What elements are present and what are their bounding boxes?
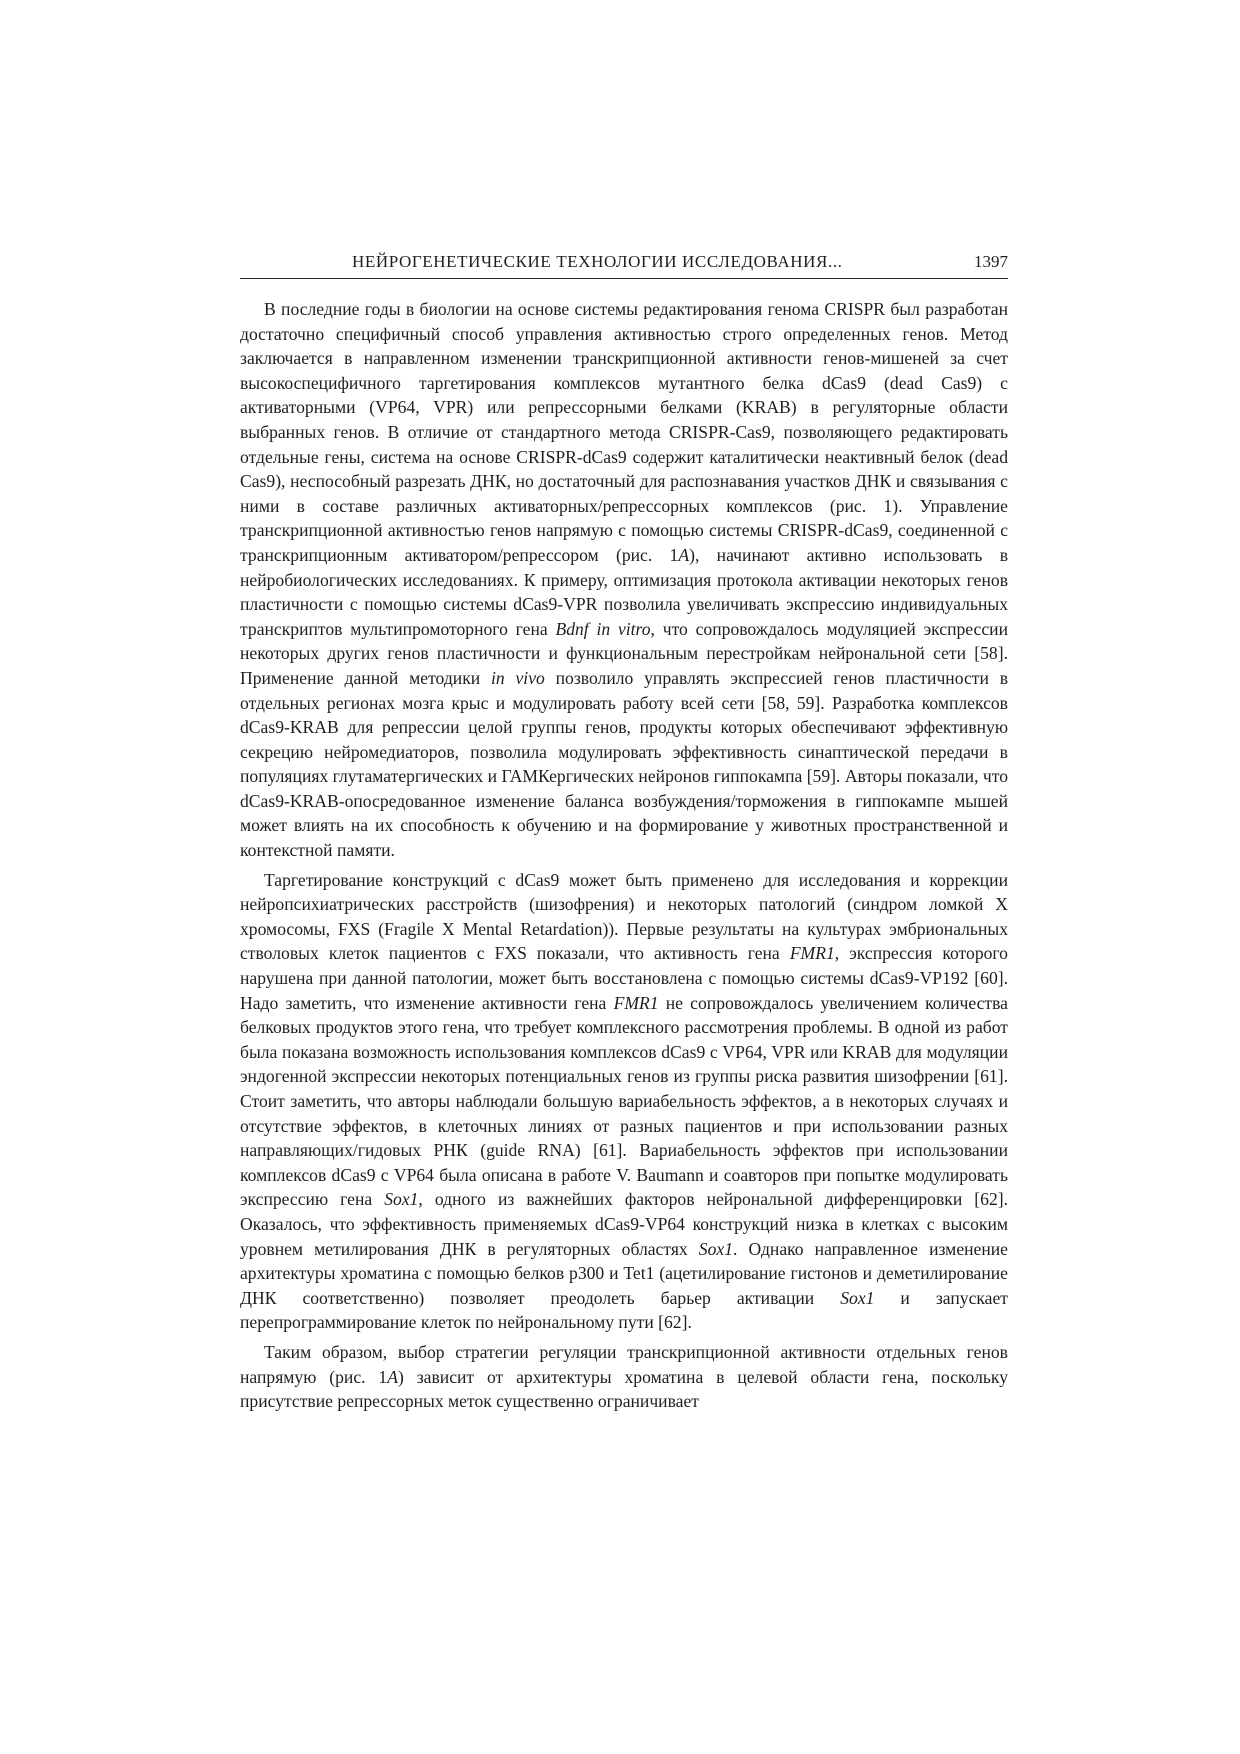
paragraph-1	[240, 297, 1008, 863]
italic-term: Sox1	[698, 1238, 733, 1259]
text-run: . Однако направленное изменение архитектуры хроматина с помощью белков p300 и Tet1 (ацетилирование гистонов и деметилирование ДНК соответственно) позволяет преодолеть барьер активации	[240, 1238, 1008, 1308]
italic-term: А	[387, 1366, 398, 1387]
page-number: 1397	[974, 252, 1008, 271]
italic-term: Bdnf in vitro	[555, 618, 651, 639]
running-title: НЕЙРОГЕНЕТИЧЕСКИЕ ТЕХНОЛОГИИ ИССЛЕДОВАНИЯ...	[352, 252, 843, 271]
text-run: В последние годы в биологии на основе системы редактирования генома CRISPR был разработан достаточно специфичный способ управления активностью строго определенных генов. Метод заключается в направленном изменении транскрипционной активности генов-мишеней за счет высокоспецифичного таргетирования комплексов мутантного белка dCas9 (dead Cas9) с активаторными (VP64, VPR) или репрессорными белками (KRAB) в регуляторные области выбранных генов. В отличие от стандартного метода CRISPR-Cas9, позволяющего редактировать отдельные гены, система на основе CRISPR-dCas9 содержит каталитически неактивный белок (dead Cas9), неспособный разрезать ДНК, но достаточный для распознавания участков ДНК и связывания с ними в составе различных активаторных/репрессорных комплексов (рис. 1). Управление транскрипционной активностью генов напрямую с помощью системы CRISPR-dCas9, соединенной с транскрипционным активатором/репрессором (рис. 1	[240, 299, 1008, 565]
text-run: , одного из важнейших факторов нейрональной дифференцировки [62]. Оказалось, что эффективность применяемых dCas9-VP64 конструкций низка в клетках с высоким уровнем метилирования ДНК в регуляторных областях	[240, 1189, 1008, 1259]
text-run: ) зависит от архитектуры хроматина в целевой области гена, поскольку присутствие репрессорных меток существенно ограничивает	[240, 1366, 1008, 1412]
italic-term: А	[678, 544, 690, 565]
text-run: Таким образом, выбор стратегии регуляции транскрипционной активности отдельных генов напрямую (рис. 1	[240, 1341, 1008, 1387]
paragraph-2	[240, 868, 1008, 1335]
italic-term: FMR1	[789, 943, 835, 964]
italic-term: Sox1	[840, 1287, 875, 1308]
text-run: не сопровождалось увеличением количества белковых продуктов этого гена, что требует комплексного рассмотрения проблемы. В одной из работ была показана возможность использования комплексов dCas9 с VP64, VPR или KRAB для модуляции эндогенной экспрессии некоторых потенциальных генов из группы риска развития шизофрении [61]. Стоит заметить, что авторы наблюдали большую вариабельность эффектов, а в некоторых случаях и отсутствие эффектов, в клеточных линиях от разных пациентов и при использовании разных направляющих/гидовых РНК (guide RNA) [61]. Вариабельность эффектов при использовании комплексов dCas9 с VP64 была описана в работе V. Baumann и соавторов при попытке модулировать экспрессию гена	[240, 992, 1008, 1210]
text-run: ), начинают активно использовать в нейробиологических исследованиях. К примеру, оптимизация протокола активации некоторых генов пластичности с помощью системы dCas9-VPR позволила увеличивать экспрессию индивидуальных транскриптов мультипромоторного гена	[240, 544, 1009, 639]
text-run: позволило управлять экспрессией генов пластичности в отдельных регионах мозга крыс и модулировать работу всей сети [58, 59]. Разработка комплексов dCas9-KRAB для репрессии целой группы генов, продукты которых обеспечивают эффективную секрецию нейромедиаторов, позволила модулировать эффективность синаптической передачи в популяциях глутаматергических и ГАМКергических нейронов гиппокампа [59]. Авторы показали, что dCas9-KRAB-опосредованное изменение баланса возбуждения/торможения в гиппокампе мышей может влиять на их способность к обучению и на формирование у животных пространственной и контекстной памяти.	[240, 667, 1008, 861]
italic-term: FMR1	[613, 992, 659, 1013]
text-run: , что сопровождалось модуляцией экспрессии некоторых других генов пластичности и функциональным перестройкам нейрональной сети [58]. Применение данной методики	[240, 618, 1008, 688]
running-header	[240, 250, 1008, 279]
text-run: , экспрессия которого нарушена при данной патологии, может быть восстановлена с помощью системы dCas9-VP192 [60]. Надо заметить, что изменение активности гена	[240, 943, 1008, 1013]
italic-term: in vivo	[491, 667, 545, 688]
text-run: Таргетирование конструкций с dCas9 может быть применено для исследования и коррекции нейропсихиатрических расстройств (шизофрения) и некоторых патологий (синдром ломкой Х хромосомы, FXS (Fragile X Mental Retardation)). Первые результаты на культурах эмбриональных стволовых клеток пациентов с FXS показали, что активность гена	[240, 869, 1008, 964]
body-text	[240, 297, 1008, 1414]
paragraph-3	[240, 1340, 1008, 1414]
italic-term: Sox1	[384, 1189, 419, 1210]
text-run: и запускает перепрограммирование клеток по нейрональному пути [62].	[240, 1287, 1008, 1333]
